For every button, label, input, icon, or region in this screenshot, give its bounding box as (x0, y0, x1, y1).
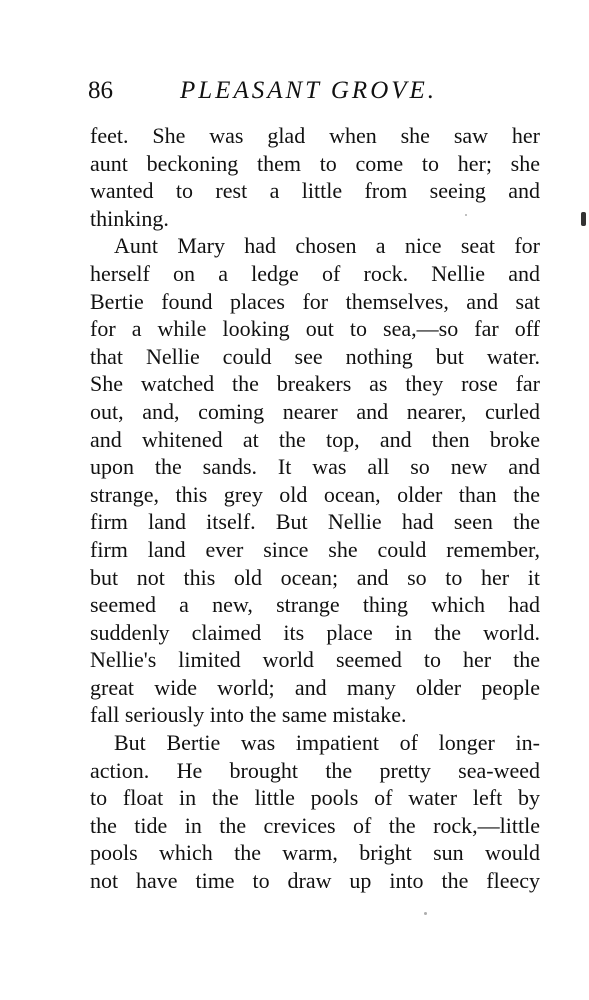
text-line: herself on a ledge of rock. Nellie and (90, 260, 540, 286)
page-number: 86 (88, 77, 113, 104)
text-line: thinking. (90, 205, 169, 231)
text-line: She watched the breakers as they rose far (90, 371, 540, 397)
text-line: the tide in the crevices of the rock,—little (90, 812, 540, 838)
text-line: action. He brought the pretty sea-weed (90, 757, 540, 783)
text-line: to float in the little pools of water left by (90, 785, 540, 811)
text-line: But Bertie was impatient of longer in- (114, 730, 540, 756)
text-line: that Nellie could see nothing but water. (90, 343, 540, 369)
paragraph-1 (90, 122, 540, 232)
ink-speck (465, 214, 467, 216)
ink-speck (581, 212, 586, 226)
paragraph-2 (90, 232, 540, 729)
page-header (88, 74, 548, 108)
text-line: not have time to draw up into the fleecy (90, 868, 540, 894)
text-line: suddenly claimed its place in the world. (90, 619, 540, 645)
text-line: great wide world; and many older people (90, 674, 540, 700)
text-line: Bertie found places for themselves, and sat (90, 288, 540, 314)
text-line: upon the sands. It was all so new and (90, 454, 540, 480)
text-line: strange, this grey old ocean, older than the (90, 481, 540, 507)
text-line: Nellie's limited world seemed to her the (90, 647, 540, 673)
ink-speck (424, 912, 427, 915)
text-line: wanted to rest a little from seeing and (90, 178, 540, 204)
text-line: firm land ever since she could remember, (90, 536, 540, 562)
text-line: pools which the warm, bright sun would (90, 840, 540, 866)
running-title: PLEASANT GROVE. (180, 77, 438, 104)
body-text (90, 122, 540, 895)
text-line: for a while looking out to sea,—so far off (90, 316, 540, 342)
text-line: feet. She was glad when she saw her (90, 123, 540, 148)
text-line: aunt beckoning them to come to her; she (90, 150, 540, 176)
text-line: out, and, coming nearer and nearer, curled (90, 398, 540, 424)
text-line: seemed a new, strange thing which had (90, 592, 540, 618)
text-line: but not this old ocean; and so to her it (90, 564, 540, 590)
paragraph-3 (90, 729, 540, 895)
text-line: Aunt Mary had chosen a nice seat for (114, 233, 540, 259)
text-line: fall seriously into the same mistake. (90, 702, 407, 728)
text-line: and whitened at the top, and then broke (90, 426, 540, 452)
text-line: firm land itself. But Nellie had seen the (90, 509, 540, 535)
